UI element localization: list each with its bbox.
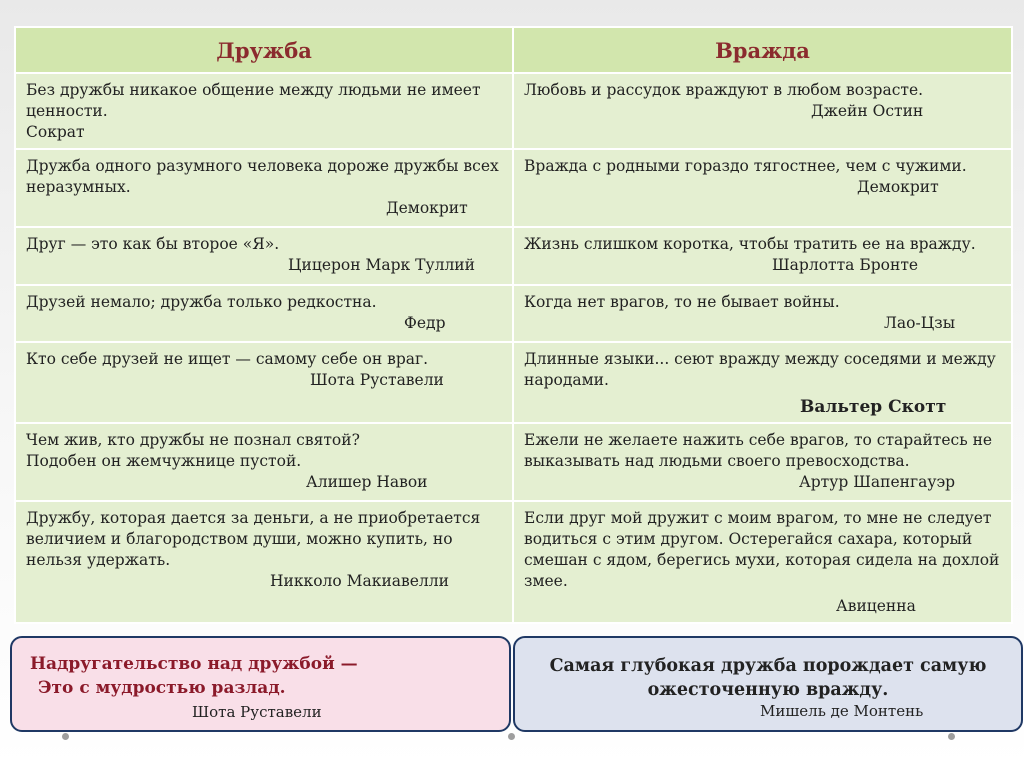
quote-text: Друзей немало; дружба только редкостна.	[26, 293, 377, 311]
quote-text: Длинные языки... сеют вражду между соседями и между народами.	[524, 350, 996, 389]
table-row	[15, 149, 1012, 227]
table-row	[15, 285, 1012, 342]
summary-quote-line-1: Самая глубокая дружба порождает самую	[549, 656, 987, 676]
quote-author: Шарлотта Бронте	[772, 256, 919, 274]
enmity-quote-cell	[513, 342, 1012, 423]
table-row	[15, 342, 1012, 423]
summary-quote-line-2: Это с мудростью разлад.	[38, 678, 286, 698]
friendship-quote-cell	[15, 342, 513, 423]
enmity-quote-cell	[513, 149, 1012, 227]
quote-author: Вальтер Скотт	[800, 397, 947, 417]
quote-author: Цицерон Марк Туллий	[288, 256, 475, 274]
quote-text: Ежели не желаете нажить себе врагов, то старайтесь не выказывать над людьми своего превосходства.	[524, 431, 993, 470]
quote-author: Лао-Цзы	[884, 314, 956, 332]
quote-author: Федр	[404, 314, 446, 332]
table-header-row	[15, 27, 1012, 73]
quote-author: Сократ	[26, 123, 85, 141]
summary-quote	[30, 652, 358, 700]
table-row	[15, 227, 1012, 285]
enmity-quote-cell	[513, 423, 1012, 501]
summary-quote-line-1: Надругательство над дружбой —	[30, 654, 358, 674]
header-enmity: Вражда	[513, 27, 1012, 73]
enmity-quote-cell	[513, 73, 1012, 149]
summary-author: Шота Руставели	[192, 703, 322, 721]
quote-text: Друг — это как бы второе «Я».	[26, 235, 280, 253]
enmity-quote-cell	[513, 501, 1012, 623]
summary-quote-line-2: ожесточенную вражду.	[647, 680, 889, 700]
summary-author: Мишель де Монтень	[760, 702, 924, 720]
friendship-quote-cell	[15, 501, 513, 623]
friendship-quote-cell	[15, 73, 513, 149]
friendship-quote-cell	[15, 423, 513, 501]
friendship-quote-cell	[15, 285, 513, 342]
quote-author: Джейн Остин	[811, 102, 924, 120]
table-row	[15, 501, 1012, 623]
quote-author: Алишер Навои	[306, 473, 428, 491]
quote-text: Когда нет врагов, то не бывает войны.	[524, 293, 840, 311]
quote-author: Артур Шапенгауэр	[799, 473, 956, 491]
table-row	[15, 423, 1012, 501]
decorative-dot	[62, 733, 69, 740]
quote-text: Дружба одного разумного человека дороже дружбы всех неразумных.	[26, 157, 499, 196]
friendship-quote-cell	[15, 227, 513, 285]
quote-author: Шота Руставели	[310, 371, 444, 389]
enmity-summary-box	[513, 636, 1023, 732]
friendship-summary-box	[10, 636, 511, 732]
quote-text-line-2: Подобен он жемчужнице пустой.	[26, 452, 302, 470]
quote-text: Вражда с родными гораздо тягостнее, чем с чужими.	[524, 157, 967, 175]
enmity-quote-cell	[513, 285, 1012, 342]
friendship-quote-cell	[15, 149, 513, 227]
quote-author: Демокрит	[857, 178, 939, 196]
header-friendship: Дружба	[15, 27, 513, 73]
decorative-dot	[948, 733, 955, 740]
summary-quote	[515, 654, 1021, 702]
table-row	[15, 73, 1012, 149]
quote-text: Жизнь слишком коротка, чтобы тратить ее на вражду.	[524, 235, 976, 253]
quote-text: Дружбу, которая дается за деньги, а не приобретается величием и благородством души, можно купить, но нельзя удержать.	[26, 509, 481, 569]
quote-author: Никколо Макиавелли	[270, 572, 449, 590]
enmity-quote-cell	[513, 227, 1012, 285]
quote-author: Демокрит	[386, 199, 468, 217]
quotes-table	[14, 26, 1013, 624]
quote-text-line-1: Чем жив, кто дружбы не познал святой?	[26, 431, 360, 449]
quote-text: Если друг мой дружит с моим врагом, то мне не следует водиться с этим другом. Остерегайся сахара, который смешан с ядом, берегись мухи, которая сидела на дохлой змее.	[524, 509, 1000, 590]
quote-author: Авиценна	[836, 597, 916, 615]
quote-text: Любовь и рассудок враждуют в любом возрасте.	[524, 81, 924, 99]
quote-text: Кто себе друзей не ищет — самому себе он враг.	[26, 350, 429, 368]
quote-text: Без дружбы никакое общение между людьми не имеет ценности.	[26, 81, 481, 120]
decorative-dot	[508, 733, 515, 740]
